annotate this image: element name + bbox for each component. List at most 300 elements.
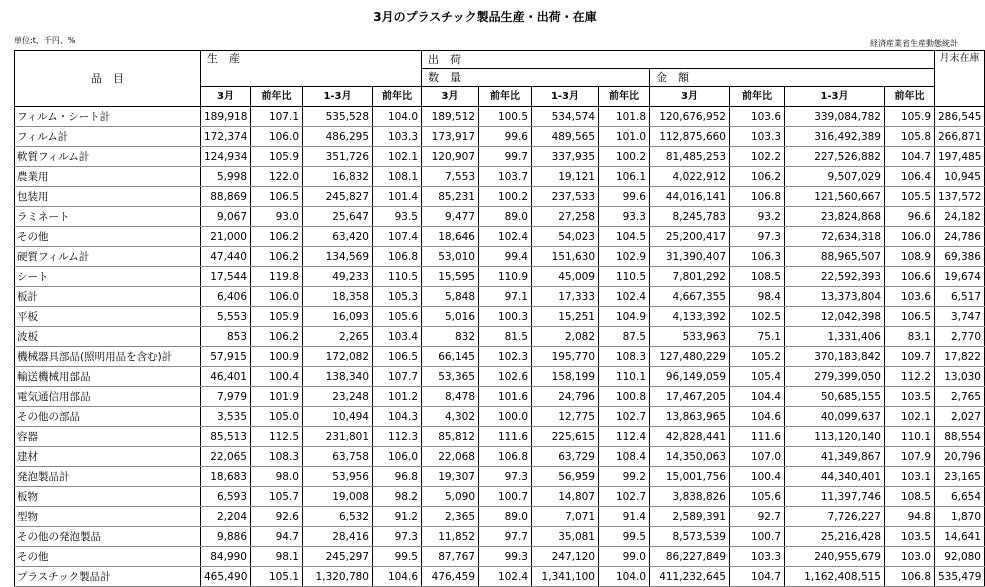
table-cell: 98.1 bbox=[251, 547, 303, 567]
table-cell: 22,065 bbox=[201, 447, 251, 467]
table-cell: 24,796 bbox=[532, 387, 599, 407]
table-cell: 97.3 bbox=[730, 227, 785, 247]
table-cell: 105.7 bbox=[251, 487, 303, 507]
table-cell: 137,572 bbox=[935, 187, 985, 207]
table-cell: 3,535 bbox=[201, 407, 251, 427]
table-cell: 2,027 bbox=[935, 407, 985, 427]
table-cell: 89.0 bbox=[479, 207, 532, 227]
table-cell: 23,248 bbox=[303, 387, 373, 407]
table-cell: 105.1 bbox=[251, 567, 303, 587]
table-cell: 102.2 bbox=[730, 147, 785, 167]
table-cell: 245,827 bbox=[303, 187, 373, 207]
col-header-yoy: 前年比 bbox=[730, 87, 785, 107]
table-row bbox=[15, 367, 985, 387]
table-cell: 4,667,355 bbox=[650, 287, 730, 307]
table-cell: 13,373,804 bbox=[785, 287, 885, 307]
table-cell: 286,545 bbox=[935, 107, 985, 127]
table-cell: 106.0 bbox=[885, 227, 935, 247]
table-cell: 486,295 bbox=[303, 127, 373, 147]
table-cell: 81,485,253 bbox=[650, 147, 730, 167]
table-cell: 25,647 bbox=[303, 207, 373, 227]
table-cell: 104.7 bbox=[730, 567, 785, 587]
table-cell: 127,480,229 bbox=[650, 347, 730, 367]
table-cell: 104.6 bbox=[730, 407, 785, 427]
table-cell: 108.4 bbox=[599, 447, 650, 467]
table-cell: 104.7 bbox=[885, 147, 935, 167]
table-cell: 5,848 bbox=[422, 287, 479, 307]
table-cell: 534,574 bbox=[532, 107, 599, 127]
table-cell: 112.3 bbox=[373, 427, 422, 447]
table-cell: 151,630 bbox=[532, 247, 599, 267]
table-cell: 104.4 bbox=[730, 387, 785, 407]
table-cell: 18,358 bbox=[303, 287, 373, 307]
table-cell: 75.1 bbox=[730, 327, 785, 347]
row-item-name: 容器 bbox=[15, 427, 201, 447]
row-item-name: 板計 bbox=[15, 287, 201, 307]
table-cell: 106.8 bbox=[730, 187, 785, 207]
table-cell: 27,258 bbox=[532, 207, 599, 227]
table-cell: 103.6 bbox=[885, 287, 935, 307]
table-cell: 99.0 bbox=[599, 547, 650, 567]
row-item-name: プラスチック製品計 bbox=[15, 567, 201, 587]
table-cell: 17,544 bbox=[201, 267, 251, 287]
table-cell: 240,955,679 bbox=[785, 547, 885, 567]
table-cell: 14,641 bbox=[935, 527, 985, 547]
table-row bbox=[15, 467, 985, 487]
table-cell: 107.4 bbox=[373, 227, 422, 247]
table-cell: 17,467,205 bbox=[650, 387, 730, 407]
table-cell: 172,082 bbox=[303, 347, 373, 367]
table-row bbox=[15, 187, 985, 207]
table-cell: 99.6 bbox=[479, 127, 532, 147]
table-cell: 7,071 bbox=[532, 507, 599, 527]
table-cell: 101.2 bbox=[373, 387, 422, 407]
table-cell: 7,553 bbox=[422, 167, 479, 187]
table-cell: 108.3 bbox=[599, 347, 650, 367]
table-cell: 102.3 bbox=[479, 347, 532, 367]
table-cell: 3,838,826 bbox=[650, 487, 730, 507]
row-item-name: その他 bbox=[15, 547, 201, 567]
table-cell: 104.0 bbox=[599, 567, 650, 587]
table-cell: 83.1 bbox=[885, 327, 935, 347]
table-cell: 18,646 bbox=[422, 227, 479, 247]
table-cell: 85,513 bbox=[201, 427, 251, 447]
table-row bbox=[15, 347, 985, 367]
table-cell: 316,492,389 bbox=[785, 127, 885, 147]
table-cell: 106.2 bbox=[251, 327, 303, 347]
table-cell: 3,747 bbox=[935, 307, 985, 327]
table-cell: 100.4 bbox=[251, 367, 303, 387]
table-cell: 106.8 bbox=[479, 447, 532, 467]
page-title: 3月のプラスチック製品生産・出荷・在庫 bbox=[373, 10, 597, 24]
row-item-name: 包装用 bbox=[15, 187, 201, 207]
col-header-yoy: 前年比 bbox=[885, 87, 935, 107]
table-cell: 24,786 bbox=[935, 227, 985, 247]
table-cell: 102.6 bbox=[479, 367, 532, 387]
table-cell: 8,573,539 bbox=[650, 527, 730, 547]
table-cell: 351,726 bbox=[303, 147, 373, 167]
table-cell: 227,526,882 bbox=[785, 147, 885, 167]
table-cell: 98.2 bbox=[373, 487, 422, 507]
table-cell: 97.3 bbox=[373, 527, 422, 547]
table-cell: 49,233 bbox=[303, 267, 373, 287]
table-cell: 370,183,842 bbox=[785, 347, 885, 367]
table-cell: 105.9 bbox=[885, 107, 935, 127]
table-cell: 101.9 bbox=[251, 387, 303, 407]
table-row bbox=[15, 507, 985, 527]
table-cell: 107.9 bbox=[885, 447, 935, 467]
table-cell: 1,162,408,515 bbox=[785, 567, 885, 587]
table-cell: 9,067 bbox=[201, 207, 251, 227]
header-quantity: 数 量 bbox=[422, 69, 650, 87]
table-cell: 109.7 bbox=[885, 347, 935, 367]
table-cell: 535,479 bbox=[935, 567, 985, 587]
row-item-name: その他 bbox=[15, 227, 201, 247]
table-cell: 11,397,746 bbox=[785, 487, 885, 507]
table-cell: 245,297 bbox=[303, 547, 373, 567]
table-cell: 15,001,756 bbox=[650, 467, 730, 487]
table-cell: 93.0 bbox=[251, 207, 303, 227]
table-cell: 101.4 bbox=[373, 187, 422, 207]
header-amount: 金 額 bbox=[650, 69, 935, 87]
table-cell: 2,589,391 bbox=[650, 507, 730, 527]
table-cell: 13,030 bbox=[935, 367, 985, 387]
col-header-yoy: 前年比 bbox=[599, 87, 650, 107]
table-cell: 105.9 bbox=[251, 147, 303, 167]
table-cell: 102.1 bbox=[885, 407, 935, 427]
table-row bbox=[15, 127, 985, 147]
table-cell: 97.1 bbox=[479, 287, 532, 307]
table-cell: 102.7 bbox=[599, 407, 650, 427]
table-cell: 87.5 bbox=[599, 327, 650, 347]
table-cell: 100.7 bbox=[730, 527, 785, 547]
table-cell: 63,758 bbox=[303, 447, 373, 467]
header-item: 品 目 bbox=[15, 51, 201, 107]
table-cell: 105.0 bbox=[251, 407, 303, 427]
table-cell: 339,084,782 bbox=[785, 107, 885, 127]
table-cell: 106.0 bbox=[373, 447, 422, 467]
table-cell: 25,216,428 bbox=[785, 527, 885, 547]
table-cell: 97.7 bbox=[479, 527, 532, 547]
table-cell: 189,918 bbox=[201, 107, 251, 127]
table-cell: 5,553 bbox=[201, 307, 251, 327]
table-cell: 99.5 bbox=[599, 527, 650, 547]
table-cell: 106.2 bbox=[251, 247, 303, 267]
table-cell: 266,871 bbox=[935, 127, 985, 147]
table-cell: 105.3 bbox=[373, 287, 422, 307]
table-row bbox=[15, 547, 985, 567]
table-cell: 225,615 bbox=[532, 427, 599, 447]
table-cell: 158,199 bbox=[532, 367, 599, 387]
table-cell: 103.3 bbox=[730, 127, 785, 147]
table-cell: 4,133,392 bbox=[650, 307, 730, 327]
table-cell: 88,869 bbox=[201, 187, 251, 207]
table-cell: 100.4 bbox=[730, 467, 785, 487]
table-cell: 5,998 bbox=[201, 167, 251, 187]
table-cell: 5,090 bbox=[422, 487, 479, 507]
table-cell: 247,120 bbox=[532, 547, 599, 567]
table-header bbox=[15, 51, 985, 107]
table-cell: 100.3 bbox=[479, 307, 532, 327]
table-cell: 24,182 bbox=[935, 207, 985, 227]
table-cell: 104.3 bbox=[373, 407, 422, 427]
table-cell: 111.6 bbox=[730, 427, 785, 447]
row-item-name: 型物 bbox=[15, 507, 201, 527]
table-cell: 15,251 bbox=[532, 307, 599, 327]
table-cell: 112.2 bbox=[885, 367, 935, 387]
table-cell: 102.7 bbox=[599, 487, 650, 507]
table-cell: 17,822 bbox=[935, 347, 985, 367]
table-cell: 105.6 bbox=[373, 307, 422, 327]
table-cell: 96.6 bbox=[885, 207, 935, 227]
table-cell: 105.6 bbox=[730, 487, 785, 507]
table-cell: 106.4 bbox=[885, 167, 935, 187]
row-item-name: 発泡製品計 bbox=[15, 467, 201, 487]
table-row bbox=[15, 167, 985, 187]
table-cell: 122.0 bbox=[251, 167, 303, 187]
table-cell: 105.2 bbox=[730, 347, 785, 367]
header-production: 生 産 bbox=[201, 51, 422, 87]
table-cell: 105.5 bbox=[885, 187, 935, 207]
table-cell: 173,917 bbox=[422, 127, 479, 147]
row-item-name: 板物 bbox=[15, 487, 201, 507]
table-cell: 84,990 bbox=[201, 547, 251, 567]
table-cell: 8,478 bbox=[422, 387, 479, 407]
table-cell: 107.7 bbox=[373, 367, 422, 387]
col-header-yoy: 前年比 bbox=[251, 87, 303, 107]
table-cell: 120,676,952 bbox=[650, 107, 730, 127]
table-cell: 103.5 bbox=[885, 387, 935, 407]
table-cell: 16,832 bbox=[303, 167, 373, 187]
header-shipment: 出 荷 bbox=[422, 51, 935, 69]
table-cell: 110.1 bbox=[885, 427, 935, 447]
table-cell: 102.4 bbox=[479, 227, 532, 247]
table-cell: 106.5 bbox=[251, 187, 303, 207]
table-cell: 16,093 bbox=[303, 307, 373, 327]
table-cell: 28,416 bbox=[303, 527, 373, 547]
table-cell: 103.3 bbox=[730, 547, 785, 567]
table-cell: 100.2 bbox=[599, 147, 650, 167]
table-cell: 124,934 bbox=[201, 147, 251, 167]
table-cell: 1,341,100 bbox=[532, 567, 599, 587]
table-cell: 98.0 bbox=[251, 467, 303, 487]
table-cell: 41,349,867 bbox=[785, 447, 885, 467]
table-cell: 533,963 bbox=[650, 327, 730, 347]
table-cell: 106.5 bbox=[885, 307, 935, 327]
table-cell: 14,807 bbox=[532, 487, 599, 507]
table-cell: 57,915 bbox=[201, 347, 251, 367]
table-cell: 104.0 bbox=[373, 107, 422, 127]
table-cell: 99.6 bbox=[599, 187, 650, 207]
table-cell: 489,565 bbox=[532, 127, 599, 147]
unit-note: 単位:t、千円、% bbox=[14, 36, 76, 45]
table-cell: 100.9 bbox=[251, 347, 303, 367]
table-cell: 138,340 bbox=[303, 367, 373, 387]
table-cell: 9,477 bbox=[422, 207, 479, 227]
table-row bbox=[15, 287, 985, 307]
table-cell: 63,729 bbox=[532, 447, 599, 467]
table-cell: 105.9 bbox=[251, 307, 303, 327]
table-cell: 107.1 bbox=[251, 107, 303, 127]
table-cell: 99.2 bbox=[599, 467, 650, 487]
table-row bbox=[15, 407, 985, 427]
table-cell: 2,365 bbox=[422, 507, 479, 527]
table-cell: 12,042,398 bbox=[785, 307, 885, 327]
table-cell: 103.1 bbox=[885, 467, 935, 487]
table-cell: 99.7 bbox=[479, 147, 532, 167]
table-cell: 121,560,667 bbox=[785, 187, 885, 207]
table-cell: 19,121 bbox=[532, 167, 599, 187]
col-header-yoy: 前年比 bbox=[373, 87, 422, 107]
table-cell: 110.5 bbox=[599, 267, 650, 287]
table-cell: 35,081 bbox=[532, 527, 599, 547]
table-cell: 66,145 bbox=[422, 347, 479, 367]
table-cell: 50,685,155 bbox=[785, 387, 885, 407]
table-cell: 105.4 bbox=[730, 367, 785, 387]
table-cell: 15,595 bbox=[422, 267, 479, 287]
col-header-jan-mar: 1-3月 bbox=[532, 87, 599, 107]
table-cell: 99.4 bbox=[479, 247, 532, 267]
table-cell: 2,770 bbox=[935, 327, 985, 347]
table-cell: 10,945 bbox=[935, 167, 985, 187]
table-cell: 411,232,645 bbox=[650, 567, 730, 587]
table-cell: 8,245,783 bbox=[650, 207, 730, 227]
table-cell: 134,569 bbox=[303, 247, 373, 267]
row-item-name: ラミネート bbox=[15, 207, 201, 227]
table-cell: 7,801,292 bbox=[650, 267, 730, 287]
table-cell: 231,801 bbox=[303, 427, 373, 447]
table-cell: 10,494 bbox=[303, 407, 373, 427]
table-cell: 105.8 bbox=[885, 127, 935, 147]
table-cell: 42,828,441 bbox=[650, 427, 730, 447]
table-cell: 103.4 bbox=[373, 327, 422, 347]
table-cell: 45,009 bbox=[532, 267, 599, 287]
table-cell: 91.4 bbox=[599, 507, 650, 527]
table-cell: 92.6 bbox=[251, 507, 303, 527]
table-cell: 100.8 bbox=[599, 387, 650, 407]
table-cell: 103.6 bbox=[730, 107, 785, 127]
row-item-name: フィルム・シート計 bbox=[15, 107, 201, 127]
row-item-name: 軟質フィルム計 bbox=[15, 147, 201, 167]
table-cell: 22,592,393 bbox=[785, 267, 885, 287]
table-cell: 91.2 bbox=[373, 507, 422, 527]
table-cell: 465,490 bbox=[201, 567, 251, 587]
row-item-name: 波板 bbox=[15, 327, 201, 347]
statistics-table bbox=[14, 50, 985, 587]
table-cell: 102.9 bbox=[599, 247, 650, 267]
table-cell: 19,674 bbox=[935, 267, 985, 287]
table-cell: 19,307 bbox=[422, 467, 479, 487]
table-cell: 4,022,912 bbox=[650, 167, 730, 187]
row-item-name: 農業用 bbox=[15, 167, 201, 187]
table-cell: 54,023 bbox=[532, 227, 599, 247]
table-cell: 102.5 bbox=[730, 307, 785, 327]
table-cell: 119.8 bbox=[251, 267, 303, 287]
table-cell: 108.5 bbox=[730, 267, 785, 287]
table-cell: 106.8 bbox=[373, 247, 422, 267]
col-header-march: 3月 bbox=[422, 87, 479, 107]
table-cell: 7,979 bbox=[201, 387, 251, 407]
table-cell: 100.7 bbox=[479, 487, 532, 507]
table-cell: 5,016 bbox=[422, 307, 479, 327]
table-cell: 40,099,637 bbox=[785, 407, 885, 427]
col-header-march: 3月 bbox=[650, 87, 730, 107]
table-cell: 72,634,318 bbox=[785, 227, 885, 247]
table-cell: 832 bbox=[422, 327, 479, 347]
col-header-jan-mar: 1-3月 bbox=[785, 87, 885, 107]
table-cell: 9,886 bbox=[201, 527, 251, 547]
table-cell: 21,000 bbox=[201, 227, 251, 247]
table-cell: 101.6 bbox=[479, 387, 532, 407]
table-cell: 85,231 bbox=[422, 187, 479, 207]
table-cell: 2,765 bbox=[935, 387, 985, 407]
table-row bbox=[15, 207, 985, 227]
table-cell: 12,775 bbox=[532, 407, 599, 427]
table-cell: 2,204 bbox=[201, 507, 251, 527]
table-cell: 6,593 bbox=[201, 487, 251, 507]
table-cell: 108.9 bbox=[885, 247, 935, 267]
table-cell: 23,165 bbox=[935, 467, 985, 487]
row-item-name: その他の部品 bbox=[15, 407, 201, 427]
table-cell: 110.9 bbox=[479, 267, 532, 287]
table-row bbox=[15, 527, 985, 547]
table-cell: 111.6 bbox=[479, 427, 532, 447]
table-cell: 172,374 bbox=[201, 127, 251, 147]
table-row bbox=[15, 447, 985, 467]
table-cell: 102.1 bbox=[373, 147, 422, 167]
table-cell: 20,796 bbox=[935, 447, 985, 467]
table-cell: 106.5 bbox=[373, 347, 422, 367]
table-cell: 1,870 bbox=[935, 507, 985, 527]
table-cell: 120,907 bbox=[422, 147, 479, 167]
table-row bbox=[15, 307, 985, 327]
table-cell: 113,120,140 bbox=[785, 427, 885, 447]
table-cell: 106.2 bbox=[730, 167, 785, 187]
table-cell: 104.5 bbox=[599, 227, 650, 247]
table-cell: 96,149,059 bbox=[650, 367, 730, 387]
table-cell: 92,080 bbox=[935, 547, 985, 567]
table-cell: 112.4 bbox=[599, 427, 650, 447]
table-cell: 103.7 bbox=[479, 167, 532, 187]
table-row bbox=[15, 327, 985, 347]
table-cell: 106.1 bbox=[599, 167, 650, 187]
table-cell: 6,532 bbox=[303, 507, 373, 527]
table-cell: 63,420 bbox=[303, 227, 373, 247]
table-cell: 106.6 bbox=[885, 267, 935, 287]
table-cell: 23,824,868 bbox=[785, 207, 885, 227]
table-cell: 100.0 bbox=[479, 407, 532, 427]
table-cell: 31,390,407 bbox=[650, 247, 730, 267]
table-cell: 44,340,401 bbox=[785, 467, 885, 487]
table-cell: 6,517 bbox=[935, 287, 985, 307]
table-cell: 279,399,050 bbox=[785, 367, 885, 387]
table-cell: 11,852 bbox=[422, 527, 479, 547]
table-cell: 100.2 bbox=[479, 187, 532, 207]
table-cell: 106.3 bbox=[730, 247, 785, 267]
table-cell: 1,320,780 bbox=[303, 567, 373, 587]
row-item-name: 輸送機械用部品 bbox=[15, 367, 201, 387]
table-cell: 56,959 bbox=[532, 467, 599, 487]
table-cell: 69,386 bbox=[935, 247, 985, 267]
table-cell: 53,010 bbox=[422, 247, 479, 267]
table-cell: 102.4 bbox=[599, 287, 650, 307]
table-cell: 18,683 bbox=[201, 467, 251, 487]
table-cell: 195,770 bbox=[532, 347, 599, 367]
table-cell: 100.5 bbox=[479, 107, 532, 127]
table-cell: 197,485 bbox=[935, 147, 985, 167]
table-cell: 476,459 bbox=[422, 567, 479, 587]
table-cell: 94.8 bbox=[885, 507, 935, 527]
